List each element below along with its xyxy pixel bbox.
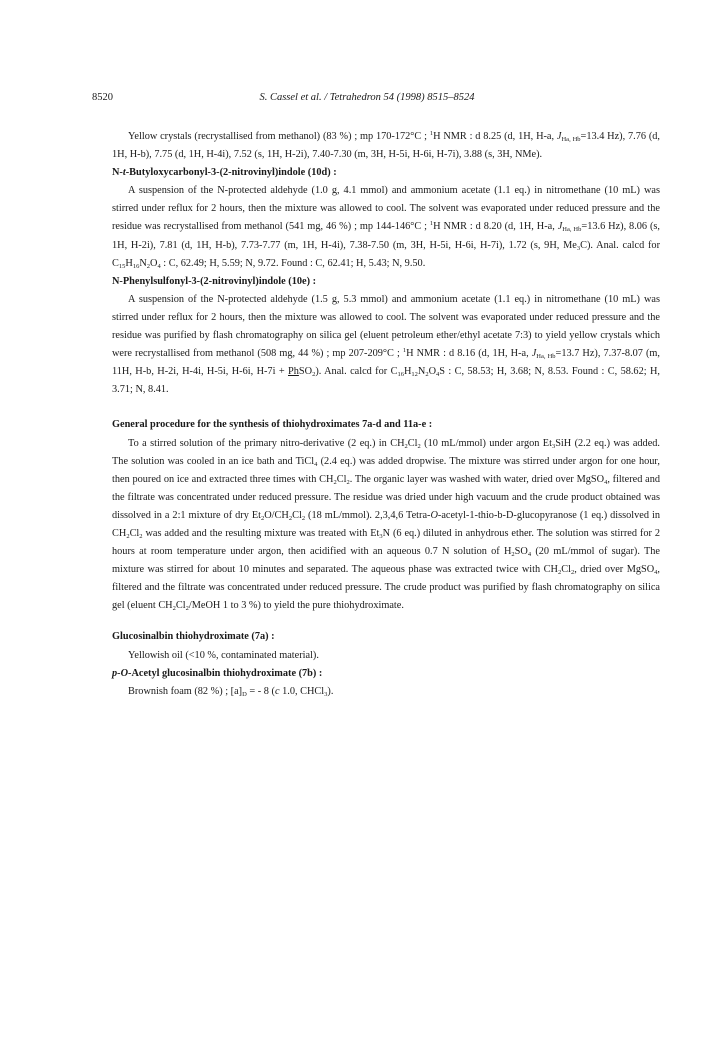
section-spacer <box>112 615 660 628</box>
compound-description-7b: Brownish foam (82 %) ; $[a]_D$ = - 8 (c 1.0, CHCl$_3$). <box>128 685 334 698</box>
section-spacer <box>112 399 660 416</box>
general-procedure-paragraph: To a stirred solution of the primary nitro-derivative (2 eq.) in $CH_2Cl_2$ (10 mL/mmol) under argon $Et_3SiH$ (2.2 eq.) was added. The solution was cooled in an ice bath and TiCl$_4$ (2.4 eq.) was added dropwise. The mixture was stirred under argon for one hour, then poured on ice and extracted three times with $CH_2Cl_2$. The organic layer was washed with water, dried over MgSO$_4$, filtered and the filtrate was concentrated under reduced pressure. The residue was dried under high vacuum and the crude product obtained was dissolved in a 2:1 mixture of dry $Et_2O/CH_2Cl_2$ (18 mL/mmol). 2,3,4,6 Tetra-O-acetyl-1-thio-b-D-glucopyranose (1 eq.) dissolved in $CH_2Cl_2$ was added and the resulting mixture was treated with $Et_3N$ (6 eq.) diluted in anhydrous ether. The solution was stirred for 2 hours at room temperature under argon, then acidified with an aqueous 0.7 N solution of $H_2SO_4$ (20 mL/mmol of sugar). The mixture was stirred for about 10 minutes and separated. The aqueous phase was extracted twice with $CH_2Cl_2$, dried over MgSO$_4$, filtered and the filtrate was concentrated under reduced pressure. The crude product was purified by flash chromatography on silica gel (eluent $CH_2Cl_2$/MeOH 1 to 3 %) to yield the pure thiohydroximate. <box>112 437 661 613</box>
article-body <box>112 128 660 701</box>
page-number: 8520 <box>92 92 113 103</box>
page-header <box>92 92 642 108</box>
compound-description-7a: Yellowish oil (<10 %, contaminated material). <box>128 649 319 661</box>
compound-heading-7a: Glucosinalbin thiohydroximate (7a) : <box>112 631 275 643</box>
running-head: S. Cassel et al. / Tetrahedron 54 (1998) 8515–8524 <box>259 92 475 103</box>
section-heading-general-procedure: General procedure for the synthesis of thiohydroximates 7a-d and 11a-e : <box>112 419 433 431</box>
procedure-paragraph-10e: A suspension of the N-protected aldehyde (1.5 g, 5.3 mmol) and ammonium acetate (1.1 eq.) in nitromethane (10 mL) was stirred under reflux for 2 hours, then the mixture was allowed to cool. The solvent was evaporated under reduced pressure and the residue was purified by flash chromatography on silica gel (eluent petroleum ether/ethyl acetate 7:3) to yield yellow crystals which were recrystallised from methanol (508 mg, 44 %) ; mp 207-209°C ; $^1$H NMR : d 8.16 (d, 1H, H-a, $J_{Ha, Hb}=13.7$ Hz), 7.37-8.07 (m, 11H, H-b, H-2i, H-4i, H-5i, H-6i, H-7i + PhSO$_2$). Anal. calcd for $C_{16}H_{12}N_2O_4S$ : C, 58.53; H, 3.68; N, 8.53. Found : C, 58.62; H, 3.71; N, 8.41. <box>112 293 660 396</box>
compound-heading-7b: p-O-Acetyl glucosinalbin thiohydroximate (7b) : <box>112 667 323 679</box>
characterization-paragraph: Yellow crystals (recrystallised from methanol) (83 %) ; mp 170-172°C ; $^1$H NMR : d 8.25 (d, 1H, H-a, $J_{Ha, Hb}=13.4$ Hz), 7.76 (d, 1H, H-b), 7.75 (d, 1H, H-4i), 7.52 (s, 1H, H-2i), 7.40-7.30 (m, 3H, H-5i, H-6i, H-7i), 3.88 (s, 3H, NMe). <box>112 130 660 161</box>
procedure-paragraph-10d: A suspension of the N-protected aldehyde (1.0 g, 4.1 mmol) and ammonium acetate (1.1 eq.) in nitromethane (10 mL) was stirred under reflux for 2 hours, then the mixture was allowed to cool. The solvent was evaporated under reduced pressure and the residue was recrystallised from methanol (541 mg, 46 %) ; mp 144-146°C ; $^1$H NMR : d 8.20 (d, 1H, H-a, $J_{Ha, Hb}=13.6$ Hz), 8.06 (s, 1H, H-2i), 7.81 (d, 1H, H-b), 7.73-7.77 (m, 1H, H-4i), 7.38-7.50 (m, 3H, H-5i, H-6i, H-7i), 1.72 (s, 9H, $Me_3C$). Anal. calcd for $C_{15}H_{16}N_2O_4$ : C, 62.49; H, 5.59; N, 9.72. Found : C, 62.41; H, 5.43; N, 9.50. <box>112 185 661 270</box>
compound-heading-10e: N-Phenylsulfonyl-3-(2-nitrovinyl)indole (10e) : <box>112 275 317 287</box>
compound-heading-10d: N-t-Butyloxycarbonyl-3-(2-nitrovinyl)indole (10d) : <box>112 167 337 179</box>
